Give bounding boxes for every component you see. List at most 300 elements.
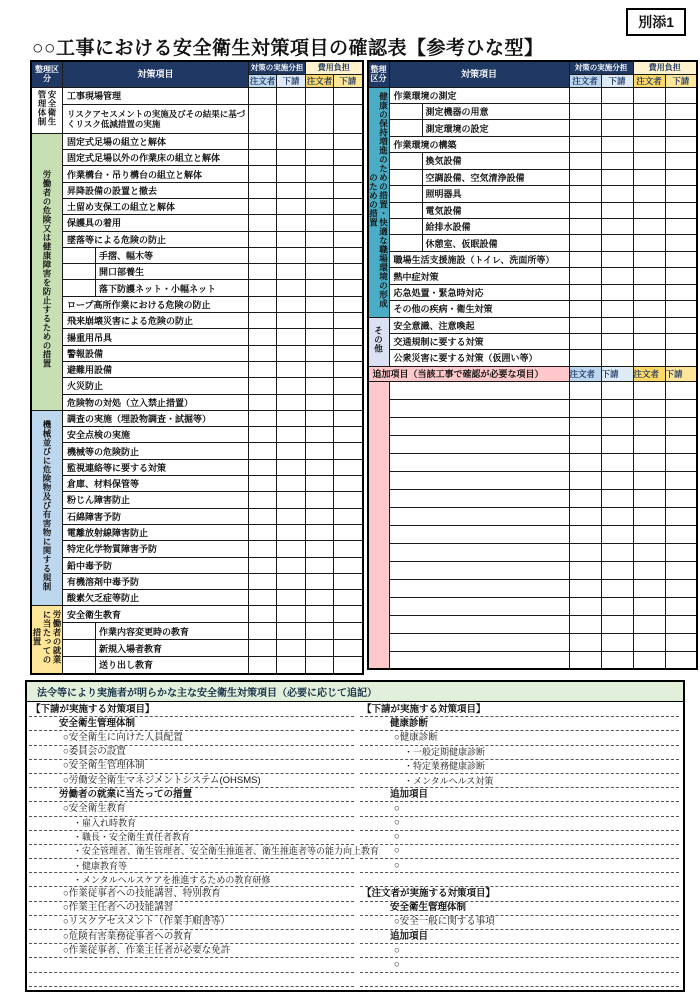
check-cell[interactable] <box>601 251 633 267</box>
check-cell[interactable] <box>569 186 601 202</box>
check-cell[interactable] <box>334 280 363 296</box>
check-cell[interactable] <box>665 186 697 202</box>
check-cell[interactable] <box>277 150 306 166</box>
check-cell[interactable] <box>334 623 363 640</box>
check-cell[interactable] <box>633 561 665 579</box>
check-cell[interactable] <box>665 317 697 333</box>
check-cell[interactable] <box>665 103 697 119</box>
check-cell[interactable] <box>249 231 277 247</box>
check-cell[interactable] <box>569 417 601 435</box>
check-cell[interactable] <box>306 394 334 410</box>
check-cell[interactable] <box>306 590 334 606</box>
check-cell[interactable] <box>569 153 601 169</box>
check-cell[interactable] <box>249 166 277 182</box>
checklist-line: ○安全一般に関する事項 <box>360 916 679 930</box>
check-cell[interactable] <box>665 525 697 543</box>
check-cell[interactable] <box>665 435 697 453</box>
check-cell[interactable] <box>277 640 306 657</box>
check-cell[interactable] <box>601 651 633 669</box>
check-cell[interactable] <box>601 597 633 615</box>
check-cell[interactable] <box>334 459 363 475</box>
check-cell[interactable] <box>633 284 665 300</box>
check-cell[interactable] <box>334 590 363 606</box>
check-cell[interactable] <box>277 410 306 426</box>
check-cell[interactable] <box>249 476 277 492</box>
additional-item-cell[interactable] <box>389 651 569 669</box>
check-cell[interactable] <box>306 104 334 133</box>
check-cell[interactable] <box>277 573 306 589</box>
check-cell[interactable] <box>249 459 277 475</box>
check-cell[interactable] <box>334 198 363 214</box>
check-cell[interactable] <box>249 264 277 280</box>
check-cell[interactable] <box>277 296 306 312</box>
check-cell[interactable] <box>306 410 334 426</box>
check-cell[interactable] <box>665 235 697 251</box>
check-cell[interactable] <box>334 329 363 345</box>
check-cell[interactable] <box>249 657 277 674</box>
check-cell[interactable] <box>633 489 665 507</box>
check-cell[interactable] <box>249 394 277 410</box>
check-cell[interactable] <box>569 136 601 152</box>
check-cell[interactable] <box>601 471 633 489</box>
check-cell[interactable] <box>601 186 633 202</box>
check-cell[interactable] <box>569 471 601 489</box>
check-cell[interactable] <box>249 215 277 231</box>
check-cell[interactable] <box>306 378 334 394</box>
check-cell[interactable] <box>569 301 601 318</box>
check-cell[interactable] <box>334 378 363 394</box>
check-cell[interactable] <box>306 508 334 524</box>
additional-item-cell[interactable] <box>389 615 569 633</box>
check-cell[interactable] <box>665 87 697 103</box>
check-cell[interactable] <box>601 202 633 218</box>
check-cell[interactable] <box>334 427 363 443</box>
check-cell[interactable] <box>569 381 601 399</box>
additional-item-cell[interactable] <box>389 579 569 597</box>
check-cell[interactable] <box>601 417 633 435</box>
additional-item-cell[interactable] <box>389 507 569 525</box>
check-cell[interactable] <box>334 264 363 280</box>
checklist-line: ○ <box>360 817 679 831</box>
check-cell[interactable] <box>277 476 306 492</box>
check-cell[interactable] <box>665 579 697 597</box>
check-cell[interactable] <box>249 361 277 377</box>
check-cell[interactable] <box>633 507 665 525</box>
check-cell[interactable] <box>633 333 665 349</box>
additional-item-cell[interactable] <box>389 453 569 471</box>
check-cell[interactable] <box>569 202 601 218</box>
check-cell[interactable] <box>633 399 665 417</box>
item-cell: 倉庫、材料保管等 <box>63 476 249 492</box>
check-cell[interactable] <box>633 525 665 543</box>
check-cell[interactable] <box>306 361 334 377</box>
table-row <box>368 136 698 152</box>
additional-item-cell[interactable] <box>389 471 569 489</box>
check-cell[interactable] <box>569 615 601 633</box>
check-cell[interactable] <box>633 579 665 597</box>
check-cell[interactable] <box>306 606 334 623</box>
check-cell[interactable] <box>334 443 363 459</box>
check-cell[interactable] <box>569 453 601 471</box>
check-cell[interactable] <box>665 633 697 651</box>
check-cell[interactable] <box>306 524 334 540</box>
check-cell[interactable] <box>306 541 334 557</box>
check-cell[interactable] <box>249 557 277 573</box>
check-cell[interactable] <box>334 573 363 589</box>
check-cell[interactable] <box>569 251 601 267</box>
check-cell[interactable] <box>306 557 334 573</box>
check-cell[interactable] <box>277 215 306 231</box>
check-cell[interactable] <box>601 615 633 633</box>
check-cell[interactable] <box>277 557 306 573</box>
check-cell[interactable] <box>569 435 601 453</box>
check-cell[interactable] <box>334 361 363 377</box>
check-cell[interactable] <box>569 219 601 235</box>
additional-item-cell[interactable] <box>389 597 569 615</box>
check-cell[interactable] <box>306 329 334 345</box>
check-cell[interactable] <box>601 453 633 471</box>
check-cell[interactable] <box>277 247 306 263</box>
check-cell[interactable] <box>334 313 363 329</box>
check-cell[interactable] <box>569 489 601 507</box>
additional-item-cell[interactable] <box>389 543 569 561</box>
check-cell[interactable] <box>277 166 306 182</box>
check-cell[interactable] <box>633 317 665 333</box>
check-cell[interactable] <box>277 313 306 329</box>
check-cell[interactable] <box>633 417 665 435</box>
check-cell[interactable] <box>601 87 633 103</box>
check-cell[interactable] <box>334 150 363 166</box>
check-cell[interactable] <box>665 333 697 349</box>
check-cell[interactable] <box>277 394 306 410</box>
additional-item-cell[interactable] <box>389 489 569 507</box>
check-cell[interactable] <box>601 435 633 453</box>
check-cell[interactable] <box>665 153 697 169</box>
check-cell[interactable] <box>277 264 306 280</box>
check-cell[interactable] <box>601 268 633 284</box>
check-cell[interactable] <box>633 268 665 284</box>
check-cell[interactable] <box>633 453 665 471</box>
check-cell[interactable] <box>601 381 633 399</box>
check-cell[interactable] <box>569 87 601 103</box>
check-cell[interactable] <box>277 345 306 361</box>
check-cell[interactable] <box>306 657 334 674</box>
check-cell[interactable] <box>665 284 697 300</box>
check-cell[interactable] <box>277 361 306 377</box>
check-cell[interactable] <box>306 345 334 361</box>
check-cell[interactable] <box>665 453 697 471</box>
check-cell[interactable] <box>569 543 601 561</box>
check-cell[interactable] <box>334 182 363 198</box>
check-cell[interactable] <box>665 543 697 561</box>
check-cell[interactable] <box>569 651 601 669</box>
additional-item-cell[interactable] <box>389 435 569 453</box>
check-cell[interactable] <box>249 133 277 149</box>
check-cell[interactable] <box>277 104 306 133</box>
check-cell[interactable] <box>569 399 601 417</box>
check-cell[interactable] <box>334 524 363 540</box>
check-cell[interactable] <box>665 219 697 235</box>
check-cell[interactable] <box>306 492 334 508</box>
check-cell[interactable] <box>569 284 601 300</box>
check-cell[interactable] <box>249 150 277 166</box>
check-cell[interactable] <box>665 301 697 318</box>
table-row <box>368 235 698 251</box>
check-cell[interactable] <box>306 87 334 104</box>
check-cell[interactable] <box>665 417 697 435</box>
check-cell[interactable] <box>306 198 334 214</box>
check-cell[interactable] <box>277 606 306 623</box>
check-cell[interactable] <box>633 381 665 399</box>
check-cell[interactable] <box>665 561 697 579</box>
check-cell[interactable] <box>665 120 697 136</box>
check-cell[interactable] <box>601 153 633 169</box>
check-cell[interactable] <box>569 579 601 597</box>
check-cell[interactable] <box>277 87 306 104</box>
additional-item-cell[interactable] <box>389 399 569 417</box>
check-cell[interactable] <box>569 268 601 284</box>
check-cell[interactable] <box>249 492 277 508</box>
check-cell[interactable] <box>249 313 277 329</box>
check-cell[interactable] <box>665 268 697 284</box>
check-cell[interactable] <box>249 410 277 426</box>
check-cell[interactable] <box>306 459 334 475</box>
check-cell[interactable] <box>601 317 633 333</box>
check-cell[interactable] <box>334 345 363 361</box>
check-cell[interactable] <box>334 410 363 426</box>
check-cell[interactable] <box>665 489 697 507</box>
check-cell[interactable] <box>601 284 633 300</box>
check-cell[interactable] <box>665 136 697 152</box>
check-cell[interactable] <box>334 247 363 263</box>
header-item: 対策項目 <box>389 61 569 87</box>
check-cell[interactable] <box>633 301 665 318</box>
check-cell[interactable] <box>334 296 363 312</box>
check-cell[interactable] <box>249 87 277 104</box>
check-cell[interactable] <box>277 231 306 247</box>
check-cell[interactable] <box>306 247 334 263</box>
checklist-tables <box>30 60 698 675</box>
check-cell[interactable] <box>633 169 665 185</box>
check-cell[interactable] <box>601 399 633 417</box>
attachment-badge: 別添1 <box>626 8 686 36</box>
check-cell[interactable] <box>633 543 665 561</box>
check-cell[interactable] <box>569 169 601 185</box>
check-cell[interactable] <box>249 508 277 524</box>
check-cell[interactable] <box>601 169 633 185</box>
check-cell[interactable] <box>601 103 633 119</box>
check-cell[interactable] <box>665 169 697 185</box>
check-cell[interactable] <box>633 219 665 235</box>
check-cell[interactable] <box>249 524 277 540</box>
check-cell[interactable] <box>306 573 334 589</box>
check-cell[interactable] <box>249 573 277 589</box>
check-cell[interactable] <box>633 136 665 152</box>
check-cell[interactable] <box>601 350 633 366</box>
check-cell[interactable] <box>277 590 306 606</box>
check-cell[interactable] <box>601 507 633 525</box>
check-cell[interactable] <box>665 471 697 489</box>
check-cell[interactable] <box>334 492 363 508</box>
check-cell[interactable] <box>249 623 277 640</box>
check-cell[interactable] <box>665 597 697 615</box>
check-cell[interactable] <box>569 525 601 543</box>
check-cell[interactable] <box>277 541 306 557</box>
check-cell[interactable] <box>249 427 277 443</box>
check-cell[interactable] <box>633 597 665 615</box>
check-cell[interactable] <box>249 198 277 214</box>
check-cell[interactable] <box>306 443 334 459</box>
check-cell[interactable] <box>249 247 277 263</box>
check-cell[interactable] <box>306 182 334 198</box>
category-label: 安全衛生管理体制 <box>37 89 57 126</box>
check-cell[interactable] <box>277 427 306 443</box>
check-cell[interactable] <box>633 103 665 119</box>
check-cell[interactable] <box>249 104 277 133</box>
check-cell[interactable] <box>277 459 306 475</box>
check-cell[interactable] <box>569 561 601 579</box>
check-cell[interactable] <box>306 427 334 443</box>
check-cell[interactable] <box>665 507 697 525</box>
check-cell[interactable] <box>306 231 334 247</box>
check-cell[interactable] <box>277 508 306 524</box>
check-cell[interactable] <box>277 657 306 674</box>
check-cell[interactable] <box>601 633 633 651</box>
check-cell[interactable] <box>277 524 306 540</box>
check-cell[interactable] <box>306 150 334 166</box>
check-cell[interactable] <box>601 543 633 561</box>
check-cell[interactable] <box>306 640 334 657</box>
check-cell[interactable] <box>306 623 334 640</box>
check-cell[interactable] <box>633 651 665 669</box>
check-cell[interactable] <box>277 492 306 508</box>
check-cell[interactable] <box>306 296 334 312</box>
check-cell[interactable] <box>601 561 633 579</box>
check-cell[interactable] <box>249 606 277 623</box>
check-cell[interactable] <box>569 120 601 136</box>
check-cell[interactable] <box>334 87 363 104</box>
check-cell[interactable] <box>601 525 633 543</box>
check-cell[interactable] <box>665 381 697 399</box>
check-cell[interactable] <box>665 202 697 218</box>
check-cell[interactable] <box>633 202 665 218</box>
check-cell[interactable] <box>633 153 665 169</box>
check-cell[interactable] <box>665 399 697 417</box>
check-cell[interactable] <box>249 541 277 557</box>
check-cell[interactable] <box>569 235 601 251</box>
table-row <box>31 329 363 345</box>
check-cell[interactable] <box>334 231 363 247</box>
check-cell[interactable] <box>306 313 334 329</box>
check-cell[interactable] <box>277 280 306 296</box>
check-cell[interactable] <box>601 489 633 507</box>
check-cell[interactable] <box>249 296 277 312</box>
check-cell[interactable] <box>633 186 665 202</box>
check-cell[interactable] <box>633 251 665 267</box>
check-cell[interactable] <box>277 198 306 214</box>
check-cell[interactable] <box>601 301 633 318</box>
additional-item-cell[interactable] <box>389 381 569 399</box>
check-cell[interactable] <box>306 133 334 149</box>
check-cell[interactable] <box>277 133 306 149</box>
check-cell[interactable] <box>633 87 665 103</box>
check-cell[interactable] <box>334 657 363 674</box>
check-cell[interactable] <box>665 350 697 366</box>
check-cell[interactable] <box>334 394 363 410</box>
check-cell[interactable] <box>249 345 277 361</box>
additional-item-cell[interactable] <box>389 525 569 543</box>
check-cell[interactable] <box>569 103 601 119</box>
check-cell[interactable] <box>249 280 277 296</box>
check-cell[interactable] <box>277 443 306 459</box>
check-cell[interactable] <box>249 182 277 198</box>
check-cell[interactable] <box>633 120 665 136</box>
check-cell[interactable] <box>334 215 363 231</box>
check-cell[interactable] <box>334 476 363 492</box>
check-cell[interactable] <box>601 235 633 251</box>
check-cell[interactable] <box>601 579 633 597</box>
check-cell[interactable] <box>665 251 697 267</box>
check-cell[interactable] <box>569 633 601 651</box>
check-cell[interactable] <box>601 333 633 349</box>
check-cell[interactable] <box>334 640 363 657</box>
check-cell[interactable] <box>569 333 601 349</box>
check-cell[interactable] <box>601 219 633 235</box>
check-cell[interactable] <box>334 606 363 623</box>
check-cell[interactable] <box>633 615 665 633</box>
check-cell[interactable] <box>306 215 334 231</box>
item-cell: 鉛中毒予防 <box>63 557 249 573</box>
check-cell[interactable] <box>334 557 363 573</box>
check-cell[interactable] <box>569 350 601 366</box>
check-cell[interactable] <box>277 378 306 394</box>
header-implementation-split: 対策の実施分担 <box>249 61 306 74</box>
check-cell[interactable] <box>249 329 277 345</box>
check-cell[interactable] <box>601 120 633 136</box>
check-cell[interactable] <box>306 476 334 492</box>
additional-item-cell[interactable] <box>389 633 569 651</box>
check-cell[interactable] <box>249 443 277 459</box>
check-cell[interactable] <box>277 182 306 198</box>
check-cell[interactable] <box>334 166 363 182</box>
check-cell[interactable] <box>249 590 277 606</box>
additional-item-cell[interactable] <box>389 561 569 579</box>
check-cell[interactable] <box>569 317 601 333</box>
check-cell[interactable] <box>633 633 665 651</box>
check-cell[interactable] <box>633 471 665 489</box>
check-cell[interactable] <box>306 166 334 182</box>
check-cell[interactable] <box>277 329 306 345</box>
check-cell[interactable] <box>665 615 697 633</box>
check-cell[interactable] <box>306 280 334 296</box>
check-cell[interactable] <box>306 264 334 280</box>
check-cell[interactable] <box>633 235 665 251</box>
check-cell[interactable] <box>633 350 665 366</box>
check-cell[interactable] <box>665 651 697 669</box>
check-cell[interactable] <box>334 541 363 557</box>
check-cell[interactable] <box>601 136 633 152</box>
check-cell[interactable] <box>334 508 363 524</box>
check-cell[interactable] <box>334 104 363 133</box>
check-cell[interactable] <box>569 507 601 525</box>
check-cell[interactable] <box>334 133 363 149</box>
additional-item-cell[interactable] <box>389 417 569 435</box>
check-cell[interactable] <box>633 435 665 453</box>
check-cell[interactable] <box>249 640 277 657</box>
check-cell[interactable] <box>569 597 601 615</box>
check-cell[interactable] <box>249 378 277 394</box>
check-cell[interactable] <box>277 623 306 640</box>
